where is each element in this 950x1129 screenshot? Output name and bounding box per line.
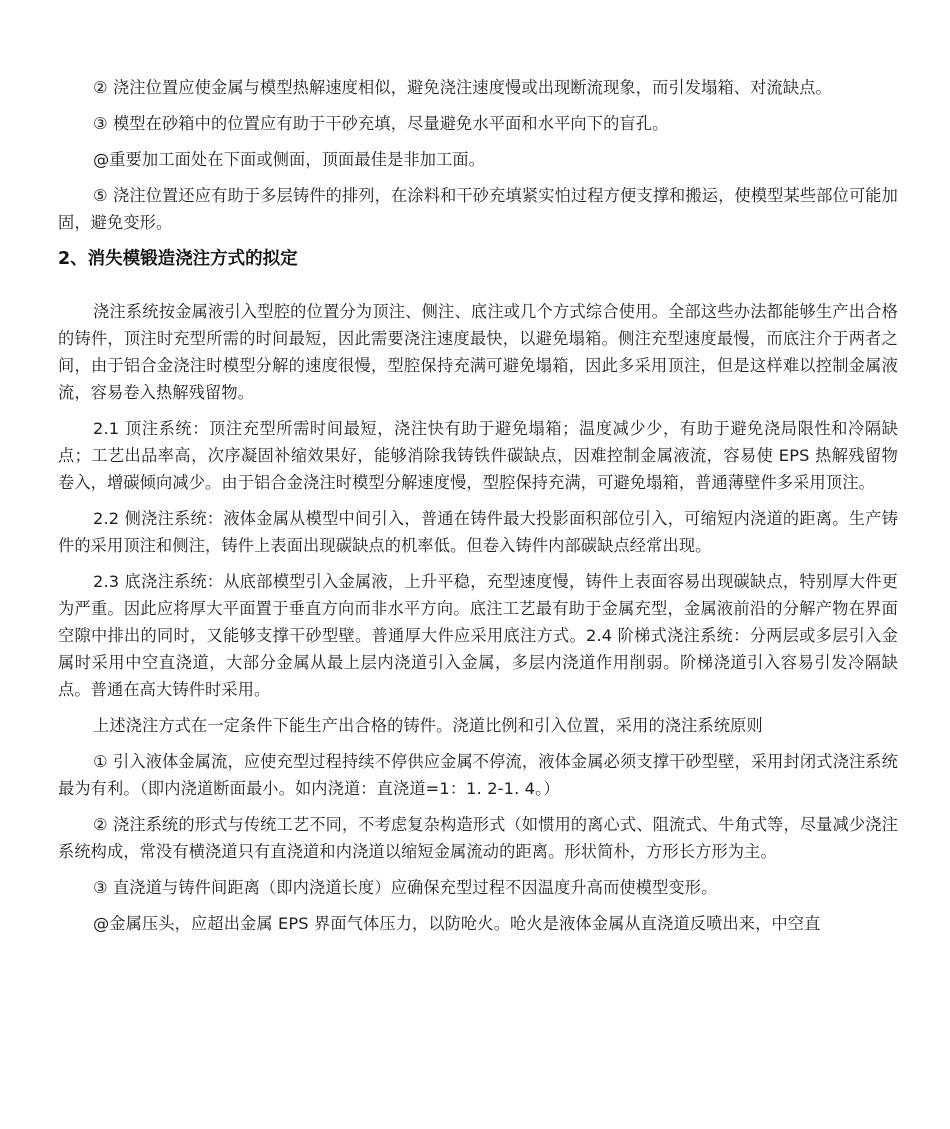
paragraph-bottom-pouring-system: 2.3 底浇注系统：从底部模型引入金属液，上升平稳，充型速度慢，铸件上表面容易出现碳缺点，特别厚大件更为严重。因此应将厚大平面置于垂直方向而非水平方向。底注工艺最有助于金属充型，金属液前沿的分解产物在界面空隙中排出的同时，又能够支撑干砂型壁。普通厚大件应采用底注方式。2.4 阶梯式浇注系统：分两层或多层引入金属时采用中空直浇道，大部分金属从最上层内浇道引入金属，多层内浇道作用削弱。阶梯浇道引入容易引发冷隔缺点。普通在高大铸件时采用。 xyxy=(58,572,898,699)
paragraph-top-pouring-system: 2.1 顶注系统：顶注充型所需时间最短，浇注快有助于避免塌箱；温度减少少，有助于避免浇局限性和冷隔缺点；工艺出品率高，次序凝固补缩效果好，能够消除我铸铁件碳缺点，因难控制金属液流，容易使 EPS 热解残留物卷入，增碳倾向减少。由于铝合金浇注时模型分解速度慢，型腔保持充满，可避免塌箱，普通薄壁件多采用顶注。 xyxy=(58,419,898,492)
paragraph-principles-intro: 上述浇注方式在一定条件下能生产出合格的铸件。浇道比例和引入位置，采用的浇注系统原则 xyxy=(93,716,763,735)
paragraph-pouring-position-5: ⑤ 浇注位置还应有助于多层铸件的排列，在涂料和干砂充填紧实怕过程方便支撑和搬运，使模型某些部位可能加固，避免变形。 xyxy=(58,186,898,232)
paragraph-pouring-position-4: @重要加工面处在下面或侧面，顶面最佳是非加工面。 xyxy=(93,150,486,169)
paragraph-side-pouring-system: 2.2 侧浇注系统：液体金属从模型中间引入，普通在铸件最大投影面积部位引入，可缩短内浇道的距离。生产铸件的采用顶注和侧注，铸件上表面出现碳缺点的机率低。但卷入铸件内部碳缺点经常出现。 xyxy=(58,509,898,555)
document-page xyxy=(58,74,898,946)
paragraph-pouring-system-intro: 浇注系统按金属液引入型腔的位置分为顶注、侧注、底注或几个方式综合使用。全部这些办法都能够生产出合格的铸件，顶注时充型所需的时间最短，因此需要浇注速度最快，以避免塌箱。侧注充型速度最慢，而底注介于两者之间，由于铝合金浇注时模型分解的速度很慢，型腔保持充满可避免塌箱，因此多采用顶注，但是这样难以控制金属液流，容易卷入热解残留物。 xyxy=(58,302,898,402)
section-heading: 2、消失模锻造浇注方式的拟定 xyxy=(58,249,298,269)
paragraph-principle-2: ② 浇注系统的形式与传统工艺不同，不考虑复杂构造形式（如惯用的离心式、阻流式、牛角式等，尽量减少浇注系统构成，常没有横浇道只有直浇道和内浇道以缩短金属流动的距离。形状简朴，方形长方形为主。 xyxy=(58,815,898,861)
paragraph-principle-4: @金属压头，应超出金属 EPS 界面气体压力，以防呛火。呛火是液体金属从直浇道反喷出来，中空直 xyxy=(93,914,821,933)
paragraph-principle-3: ③ 直浇道与铸件间距离（即内浇道长度）应确保充型过程不因温度升高而使模型变形。 xyxy=(93,878,718,897)
paragraph-principle-1: ① 引入液体金属流，应使充型过程持续不停供应金属不停流，液体金属必须支撑干砂型壁，采用封闭式浇注系统最为有利。（即内浇道断面最小。如内浇道：直浇道=1：1. 2-1. 4。） xyxy=(58,752,898,798)
paragraph-pouring-position-3: ③ 模型在砂箱中的位置应有助于干砂充填，尽量避免水平面和水平向下的盲孔。 xyxy=(93,114,669,133)
paragraph-pouring-position-2: ② 浇注位置应使金属与模型热解速度相似，避免浇注速度慢或出现断流现象，而引发塌箱、对流缺点。 xyxy=(93,78,832,97)
